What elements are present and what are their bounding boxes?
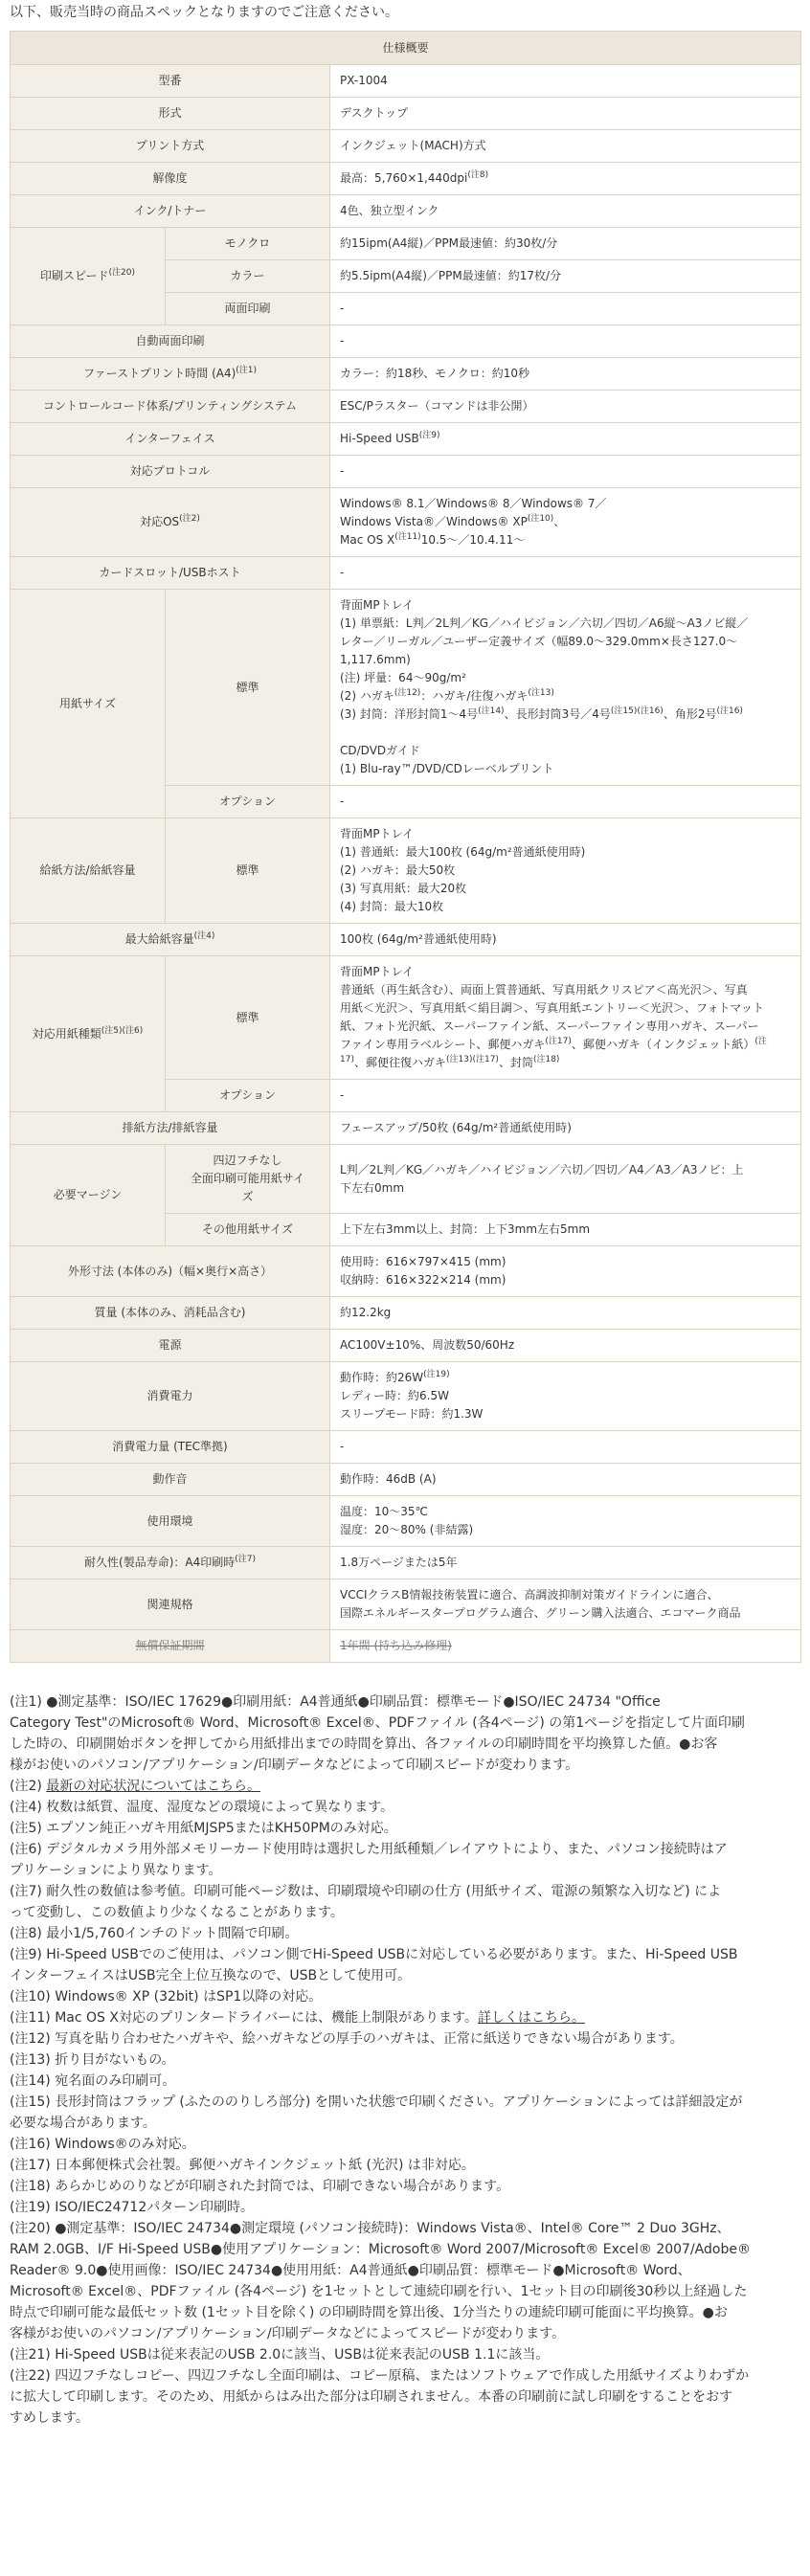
spec-row-os: 対応$OS^{(注2)}$ Windows® 8.1／Windows® 8／Windows® 7／ Windows Vista®／Windows® $XP^{(注10)}$、 Mac OS $X^{(注11)}10.5\sim/10.4.11\sim$: [11, 488, 801, 557]
note-14: (注14) 宛名面のみ印刷可。: [10, 2073, 176, 2089]
note-19: (注19) ISO/IEC24712パターン印刷時。: [10, 2200, 254, 2215]
note-20: (注20) ●測定基準：ISO/IEC 24734●測定環境 (パソコン接続時)：Windows Vista®、Intel® Core™ 2 Duo 3GHz、 RAM 2.0GB、I/F Hi-Speed USB●使用アプリケーション：Microsoft® Word 2007/Microsoft® Excel® 2007/Adobe® Reader® 9.0●使用画像：ISO/IEC 24734●使用用紙：A4普通紙●印刷品質：標準モード●Microsoft® Word、 Microsoft® Excel®、PDFファイル (各4ページ) を1セットとして連続印刷を行い、1セット目の印刷後30秒以上経過した 時点で印刷可能な最低セット数 (1セット目を除く) の印刷時間を算出後、1分当たりの連続印刷可能面に平均換算。●お 客様がお使いのパソコン/アプリケーション/印刷データなどによってスピードが変わります。: [10, 2221, 751, 2341]
spec-row-form: 形式 デスクトップ: [11, 98, 801, 130]
spec-table: [10, 31, 801, 1663]
spec-row-paper-type-standard: 対応用紙種類$^{(注5)(注6)}$ 標準 背面MPトレイ 普通紙（再生紙含む）、両面上質普通紙、写真用紙クリスピア＜高光沢＞、写真 用紙＜光沢＞、写真用紙＜絹目調＞、写真用紙エントリー＜光沢＞、フォトマット 紙、フォト光沢紙、スーパーファイン紙、スーパーファイン専用ハガキ、スーパー ファイン専用ラベルシート、郵便ハガキ$^{(注17)}$、郵便ハガキ（インクジェット紙）$^{(注}$ $^{17)}$、郵便往復ハガキ$^{(注13)(注17)}$、封筒$^{(注18)}$: [11, 956, 801, 1080]
spec-row-noise: 動作音 動作時：46dB (A): [11, 1464, 801, 1496]
spec-row-weight: 質量 (本体のみ、消耗品含む) 約12.2kg: [11, 1297, 801, 1330]
spec-row-paper-type-option: オプション -: [11, 1080, 801, 1112]
spec-row-speed-mono: 印刷スピード$^{(注20)}$ モノクロ 約15ipm(A4縦)／PPM最速値：約30枚/分: [11, 228, 801, 260]
note-21: (注21) Hi-Speed USBは従来表記のUSB 2.0に該当、USBは従来表記のUSB 1.1に該当。: [10, 2347, 550, 2363]
spec-row-protocol: 対応プロトコル -: [11, 456, 801, 488]
spec-row-interface: インターフェイス Hi-Speed $USB^{(注9)}$: [11, 423, 801, 456]
spec-caption: 仕様概要: [11, 32, 801, 65]
note-17: (注17) 日本郵便株式会社製。郵便ハガキインクジェット紙 (光沢) は非対応。: [10, 2158, 475, 2173]
spec-row-speed-duplex: 両面印刷 -: [11, 293, 801, 325]
note-10: (注10) Windows® XP (32bit) はSP1以降の対応。: [10, 1989, 323, 2005]
spec-row-model: 型番 PX-1004: [11, 65, 801, 98]
spec-row-paper-size-option: オプション -: [11, 786, 801, 818]
spec-row-speed-color: カラー 約5.5ipm(A4縦)／PPM最速値：約17枚/分: [11, 260, 801, 293]
note-22: (注22) 四辺フチなしコピー、四辺フチなし全面印刷は、コピー原稿、またはソフトウェアで作成した用紙サイズよりわずか に拡大して印刷します。そのため、用紙からはみ出た部分は印刷されません。本番の印刷前に試し印刷をすることをおす すめします。: [10, 2368, 750, 2426]
spec-row-margin-other: その他用紙サイズ 上下左右3mm以上、封筒：上下3mm左右5mm: [11, 1214, 801, 1246]
spec-row-dimensions: 外形寸法 (本体のみ)（幅×奥行×高さ） 使用時：616×797×415 (mm) 収納時：616×322×214 (mm): [11, 1246, 801, 1297]
spec-row-standards: 関連規格 VCCIクラスB情報技術装置に適合、高調波抑制対策ガイドラインに適合、 国際エネルギースタープログラム適合、グリーン購入法適合、エコマーク商品: [11, 1579, 801, 1630]
spec-row-warranty: 無償保証期間 1年間 (持ち込み修理): [11, 1630, 801, 1663]
note-1: (注1) ●測定基準：ISO/IEC 17629●印刷用紙：A4普通紙●印刷品質：標準モード●ISO/IEC 24734 "Office Category Test"のMicrosoft® Word、Microsoft® Excel®、PDFファイル (各4ページ) の第1ページを指定して片面印刷 した時の、印刷開始ボタンを押してから用紙排出までの時間を算出、各ファイルの印刷時間を平均換算した値。●お客 様がお使いのパソコン/アプリケーション/印刷データなどによって印刷スピードが変わります。: [10, 1694, 745, 1773]
note-12: (注12) 写真を貼り合わせたハガキや、絵ハガキなどの厚手のハガキは、正常に紙送りできない場合があります。: [10, 2031, 684, 2047]
spec-row-max-feed: 最大給紙容量$^{(注4)}$ 100枚 (64g/m²普通紙使用時): [11, 924, 801, 956]
spec-row-durability: 耐久性(製品寿命)：A4印刷時$^{(注7)}$ 1.8万ページまたは5年: [11, 1547, 801, 1579]
note-4: (注4) 枚数は紙質、温度、湿度などの環境によって異なります。: [10, 1800, 394, 1815]
spec-row-resolution: 解像度 最高：5,760×1,440dpi$^{(注8)}$: [11, 163, 801, 195]
spec-row-tec: 消費電力量 (TEC準拠) -: [11, 1431, 801, 1464]
note-6: (注6) デジタルカメラ用外部メモリーカード使用時は選択した用紙種類／レイアウトにより、また、パソコン接続時はア プリケーションにより異なります。: [10, 1842, 728, 1878]
spec-row-feed: 給紙方法/給紙容量 標準 背面MPトレイ (1) 普通紙：最大100枚 (64g/m²普通紙使用時) (2) ハガキ：最大50枚 (3) 写真用紙：最大20枚 (4) 封筒：最大10枚: [11, 818, 801, 924]
note-13: (注13) 折り目がないもの。: [10, 2052, 175, 2068]
note-18: (注18) あらかじめのりなどが印刷された封筒では、印刷できない場合があります。: [10, 2179, 510, 2194]
spec-row-print-method: プリント方式 インクジェット(MACH)方式: [11, 130, 801, 163]
spec-row-first-print: ファーストプリント時間 $(A4)^{(注1)}$ カラー：約18秒、モノクロ：約10秒: [11, 358, 801, 391]
footnotes: [10, 1691, 800, 2429]
os-support-link[interactable]: 最新の対応状況についてはこちら。: [46, 1779, 261, 1794]
spec-row-consumption: 消費電力 動作時：約$26W^{(注19)}$ レディー時：約6.5W スリープモード時：約1.3W: [11, 1362, 801, 1431]
spec-row-env: 使用環境 温度：10～35℃ 湿度：20～80% (非結露): [11, 1496, 801, 1547]
spec-row-margin-borderless: 必要マージン 四辺フチなし 全面印刷可能用紙サイ ズ L判／2L判／KG／ハガキ／ハイビジョン／六切／四切／A4／A3／A3ノビ：上 下左右0mm: [11, 1145, 801, 1214]
mac-details-link[interactable]: 詳しくはこちら。: [478, 2010, 585, 2026]
spec-row-ink: インク/トナー 4色、独立型インク: [11, 195, 801, 228]
note-16: (注16) Windows®のみ対応。: [10, 2137, 195, 2152]
note-8: (注8) 最小1/5,760インチのドット間隔で印刷。: [10, 1926, 299, 1941]
intro-text: 以下、販売当時の商品スペックとなりますのでご注意ください。: [10, 5, 398, 20]
note-7: (注7) 耐久性の数値は参考値。印刷可能ページ数は、印刷環境や印刷の仕方 (用紙サイズ、電源の頻繁な入切など) によ って変動し、この数値より少なくなることがあります。: [10, 1884, 722, 1920]
spec-row-control-code: コントロールコード体系/プリンティングシステム ESC/Pラスター（コマンドは非公開）: [11, 391, 801, 423]
note-9: (注9) Hi-Speed USBでのご使用は、パソコン側でHi-Speed USBに対応している必要があります。また、Hi-Speed USB インターフェイスはUSB完全上位互換なので、USBとして使用可。: [10, 1947, 738, 1983]
note-11: (注11) Mac OS X対応のプリンタードライバーには、機能上制限があります。詳しくはこちら。: [10, 2010, 585, 2026]
spec-row-card-slot: カードスロット/USBホスト -: [11, 557, 801, 590]
note-2: (注2) 最新の対応状況についてはこちら。: [10, 1779, 261, 1794]
spec-row-paper-size-standard: 用紙サイズ 標準 背面MPトレイ (1) 単票紙：L判／2L判／KG／ハイビジョン／六切／四切／A6縦～A3ノビ縦／ レター／リーガル／ユーザー定義サイズ（幅89.0～329.0mm×長さ127.0～ 1,117.6mm) (注) 坪量：64～90g/m² (2) ハガキ$^{(注12)}$：ハガキ/往復ハガキ$^{(注13)}$ (3) 封筒：洋形封筒1～4号$^{(注14)}$、長形封筒3号／4号$^{(注15)(注16)}$、角形2号$^{(注16)}$ CD/DVDガイド (1) Blu-ray™/DVD/CDレーベルプリント: [11, 590, 801, 786]
note-5: (注5) エプソン純正ハガキ用紙MJSP5またはKH50PMのみ対応。: [10, 1821, 397, 1836]
spec-row-power: 電源 AC100V±10%、周波数50/60Hz: [11, 1330, 801, 1362]
spec-row-output: 排紙方法/排紙容量 フェースアップ/50枚 (64g/m²普通紙使用時): [11, 1112, 801, 1145]
note-15: (注15) 長形封筒はフラップ (ふたののりしろ部分) を開いた状態で印刷ください。アプリケーションによっては詳細設定が 必要な場合があります。: [10, 2094, 743, 2131]
spec-row-auto-duplex: 自動両面印刷 -: [11, 325, 801, 358]
